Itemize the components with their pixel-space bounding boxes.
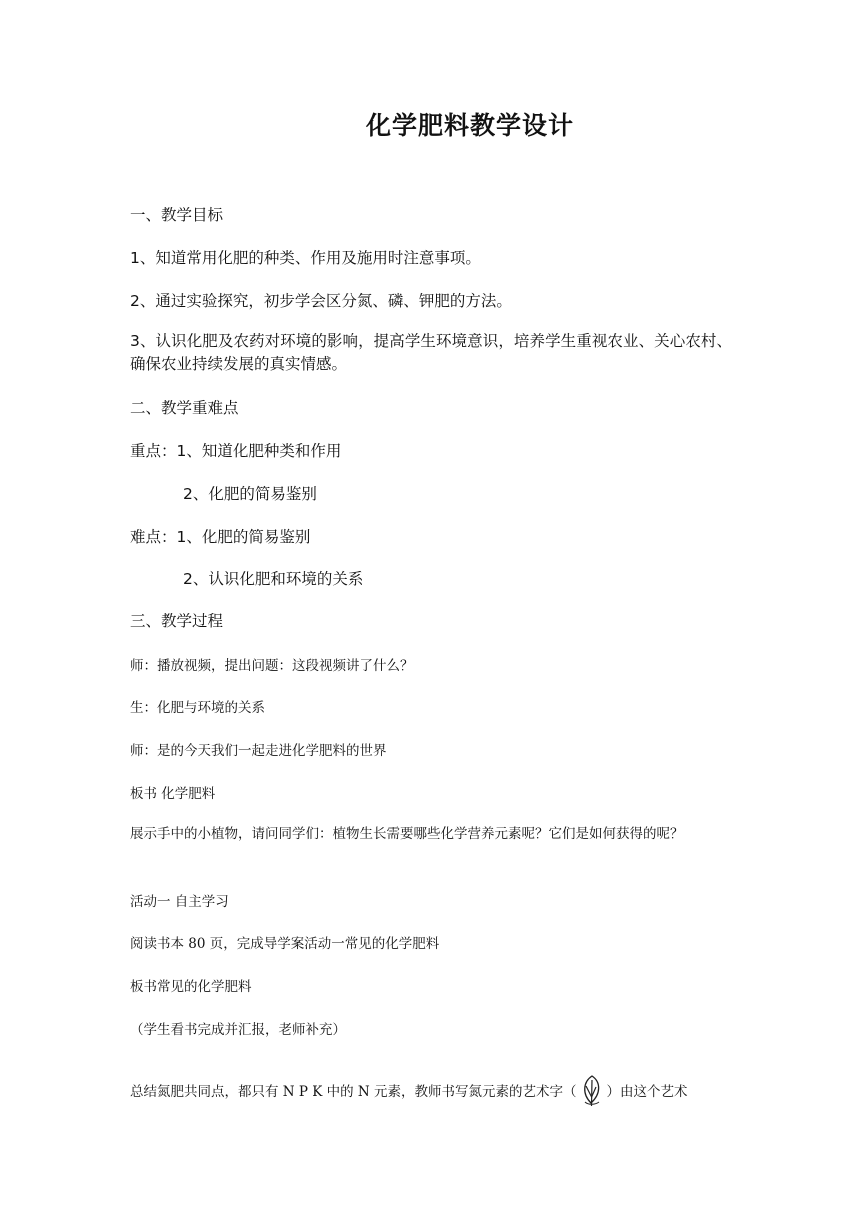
summary-text-before: 总结氮肥共同点，都只有 N P K 中的 N 元素，教师书写氮元素的艺术字（ [130,1084,577,1100]
process-line-read-book: 阅读书本 80 页，完成导学案活动一常见的化学肥料 [130,936,440,952]
goal-item-3: 3、认识化肥及农药对环境的影响，提高学生环境意识，培养学生重视农业、关心农村、确保农业持续发展的真实情感。 [130,332,732,373]
process-line-board-common: 板书常见的化学肥料 [130,979,252,995]
process-line-teacher-video: 师：播放视频，提出问题：这段视频讲了什么？ [130,658,414,674]
process-line-activity-one: 活动一 自主学习 [130,894,229,910]
process-line-plant-question: 展示手中的小植物，请问同学们：植物生长需要哪些化学营养元素呢？它们是如何获得的呢？ [130,826,684,842]
section-heading-process: 三、教学过程 [130,612,224,630]
difficulty-2: 2、认识化肥和环境的关系 [183,570,364,588]
document-title: 化学肥料教学设计 [365,111,574,140]
goal-item-1: 1、知道常用化肥的种类、作用及施用时注意事项。 [130,249,481,267]
process-line-teacher-intro: 师：是的今天我们一起走进化学肥料的世界 [130,743,387,759]
section-heading-key-points: 二、教学重难点 [130,399,239,417]
process-line-nitrogen-summary [130,1080,688,1100]
key-point-1: 重点：1、知道化肥种类和作用 [130,442,342,460]
goal-item-2: 2、通过实验探究，初步学会区分氮、磷、钾肥的方法。 [130,292,512,310]
section-heading-goals: 一、教学目标 [130,206,224,224]
process-line-student-answer: 生：化肥与环境的关系 [130,700,265,716]
process-line-board-title: 板书 化学肥料 [130,786,216,802]
process-line-student-report: （学生看书完成并汇报，老师补充） [130,1022,346,1038]
difficulty-1: 难点：1、化肥的简易鉴别 [130,528,311,546]
nitrogen-art-glyph-icon [577,1072,607,1108]
summary-text-after: ）由这个艺术 [606,1084,688,1100]
key-point-2: 2、化肥的简易鉴别 [183,485,317,503]
